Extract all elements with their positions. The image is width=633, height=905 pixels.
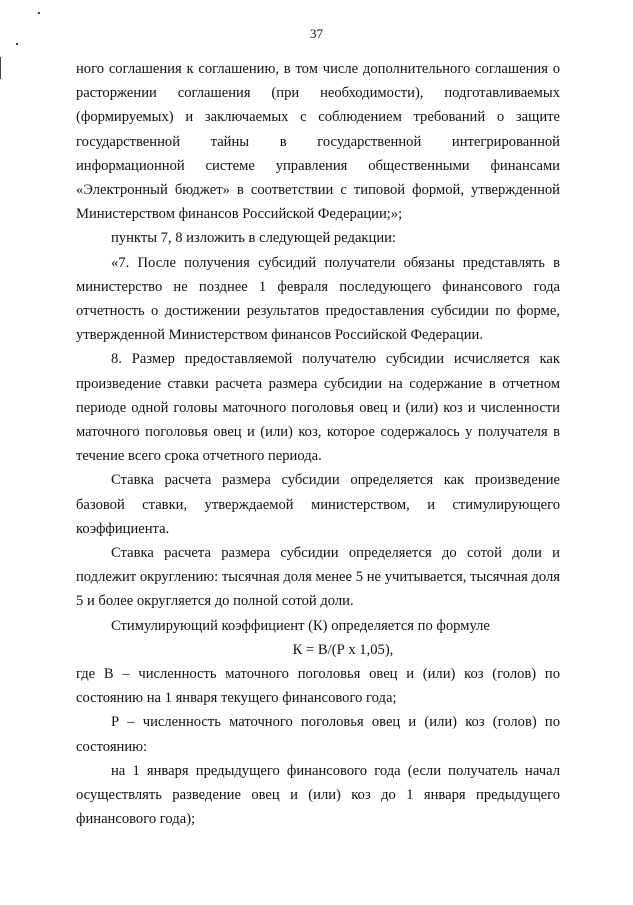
paragraph-rate-definition: Ставка расчета размера субсидии определяется как произведение базовой ставки, утверждаемой министерством, и стимулирующего коэффициента.: [76, 472, 560, 537]
paragraph-previous-year: на 1 января предыдущего финансового года (если получатель начал осуществлять разведение овец и (или) коз до 1 января предыдущего финансового года);: [76, 762, 560, 828]
paragraph-definition-p: Р – численность маточного поголовья овец и (или) коз (голов) по состоянию:: [76, 714, 560, 755]
paragraph-continuation: ного соглашения к соглашению, в том числе дополнительного соглашения о расторжении соглашения (при необходимости), подготавливаемых (формируемых) и заключаемых с соблюдением требований о защите государственной тайны в государственной интегрированной информационной системе управления общественными финансами «Электронный бюджет» в соответствии с типовой формой, утвержденной Министерством финансов Российской Федерации;»;: [76, 61, 560, 223]
scan-mark-line: [0, 57, 1, 79]
formula: К = В/(Р х 1,05),: [292, 641, 394, 658]
paragraph-definition-b: где В – численность маточного поголовья овец и (или) коз (голов) по состоянию на 1 января текущего финансового года;: [76, 666, 560, 707]
paragraph-item-8: 8. Размер предоставляемой получателю субсидии исчисляется как произведение ставки расчета размера субсидии на содержание в отчетном периоде одной головы маточного поголовья овец и (или) коз и численности маточного поголовья овец и (или) коз, которое содержалось у получателя в течение всего срока отчетного периода.: [76, 351, 560, 465]
scan-mark-dot: [16, 43, 18, 45]
paragraph-item-7: «7. После получения субсидий получатели обязаны представлять в министерство не позднее 1 февраля последующего финансового года отчетность о достижении результатов предоставления субсидии по форме, утвержденной Министерством финансов Российской Федерации.: [76, 254, 560, 344]
paragraph-rounding-rule: Ставка расчета размера субсидии определяется до сотой доли и подлежит округлению: тысячная доля менее 5 не учитывается, тысячная доля 5 и более округляется до полной сотой доли.: [76, 545, 560, 610]
paragraph-amendment-intro: пункты 7, 8 изложить в следующей редакции:: [111, 230, 396, 247]
paragraph-formula-intro: Стимулирующий коэффициент (К) определяется по формуле: [111, 617, 490, 634]
page-number: 37: [310, 26, 323, 41]
scan-mark-dot: [38, 12, 40, 14]
document-body: [76, 57, 560, 832]
